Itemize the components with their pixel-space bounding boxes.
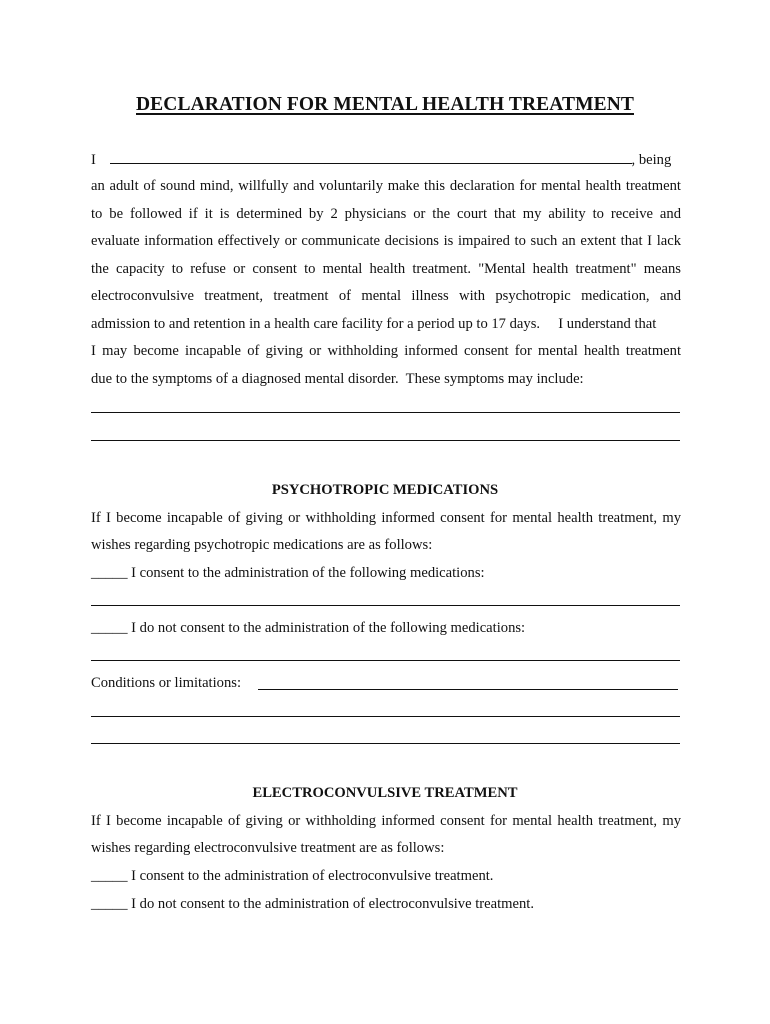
symptoms-field-2[interactable] bbox=[91, 440, 680, 441]
declarant-name-field[interactable] bbox=[110, 150, 632, 164]
intro-line: due to the symptoms of a diagnosed mental disorder. These symptoms may include: bbox=[91, 371, 584, 387]
refused-medications-field[interactable] bbox=[91, 660, 680, 661]
ect-consent-label: I consent to the administration of electroconvulsive treatment. bbox=[131, 868, 494, 884]
medication-consent-checkbox[interactable]: _____ bbox=[91, 565, 128, 581]
medication-consent-row bbox=[91, 564, 681, 582]
medication-no-consent-label: I do not consent to the administration of the following medications: bbox=[131, 620, 526, 636]
intro-line: evaluate information effectively or communicate decisions is impaired to such an extent that I lack bbox=[91, 233, 681, 249]
psychotropic-heading: PSYCHOTROPIC MEDICATIONS bbox=[271, 482, 499, 498]
ect-no-consent-label: I do not consent to the administration of electroconvulsive treatment. bbox=[131, 896, 534, 912]
psychotropic-intro-line: If I become incapable of giving or withholding informed consent for mental health treatment, my bbox=[91, 510, 681, 526]
ect-heading: ELECTROCONVULSIVE TREATMENT bbox=[252, 785, 518, 801]
medication-consent-label: I consent to the administration of the following medications: bbox=[131, 565, 485, 581]
symptoms-field-1[interactable] bbox=[91, 412, 680, 413]
psychotropic-intro-line: wishes regarding psychotropic medications are as follows: bbox=[91, 537, 433, 553]
consented-medications-field[interactable] bbox=[91, 605, 680, 606]
conditions-field[interactable] bbox=[258, 689, 678, 690]
ect-intro-line: If I become incapable of giving or withholding informed consent for mental health treatment, my bbox=[91, 813, 681, 829]
ect-no-consent-checkbox[interactable]: _____ bbox=[91, 896, 128, 912]
ect-consent-checkbox[interactable]: _____ bbox=[91, 868, 128, 884]
intro-suffix: , being bbox=[631, 152, 672, 168]
medication-no-consent-checkbox[interactable]: _____ bbox=[91, 620, 128, 636]
conditions-label: Conditions or limitations: bbox=[91, 675, 241, 691]
intro-line: the capacity to refuse or consent to mental health treatment. "Mental health treatment" means bbox=[91, 261, 681, 277]
intro-line: electroconvulsive treatment, treatment of mental illness with psychotropic medication, and bbox=[91, 288, 681, 304]
ect-consent-row bbox=[91, 867, 681, 885]
medication-no-consent-row bbox=[91, 619, 681, 637]
conditions-field-2[interactable] bbox=[91, 716, 680, 717]
intro-line: I may become incapable of giving or withholding informed consent for mental health treatment bbox=[91, 343, 681, 359]
conditions-field-3[interactable] bbox=[91, 743, 680, 744]
ect-no-consent-row bbox=[91, 895, 681, 913]
ect-intro-line: wishes regarding electroconvulsive treatment are as follows: bbox=[91, 840, 445, 856]
document-title: DECLARATION FOR MENTAL HEALTH TREATMENT bbox=[136, 94, 634, 115]
intro-line: to be followed if it is determined by 2 physicians or the court that my ability to receive and bbox=[91, 206, 681, 222]
intro-line: admission to and retention in a health care facility for a period up to 17 days. I understand that bbox=[91, 316, 657, 332]
declarant-name-row bbox=[91, 150, 681, 169]
intro-line: an adult of sound mind, willfully and voluntarily make this declaration for mental health treatment bbox=[91, 178, 681, 194]
intro-prefix: I bbox=[91, 152, 96, 168]
